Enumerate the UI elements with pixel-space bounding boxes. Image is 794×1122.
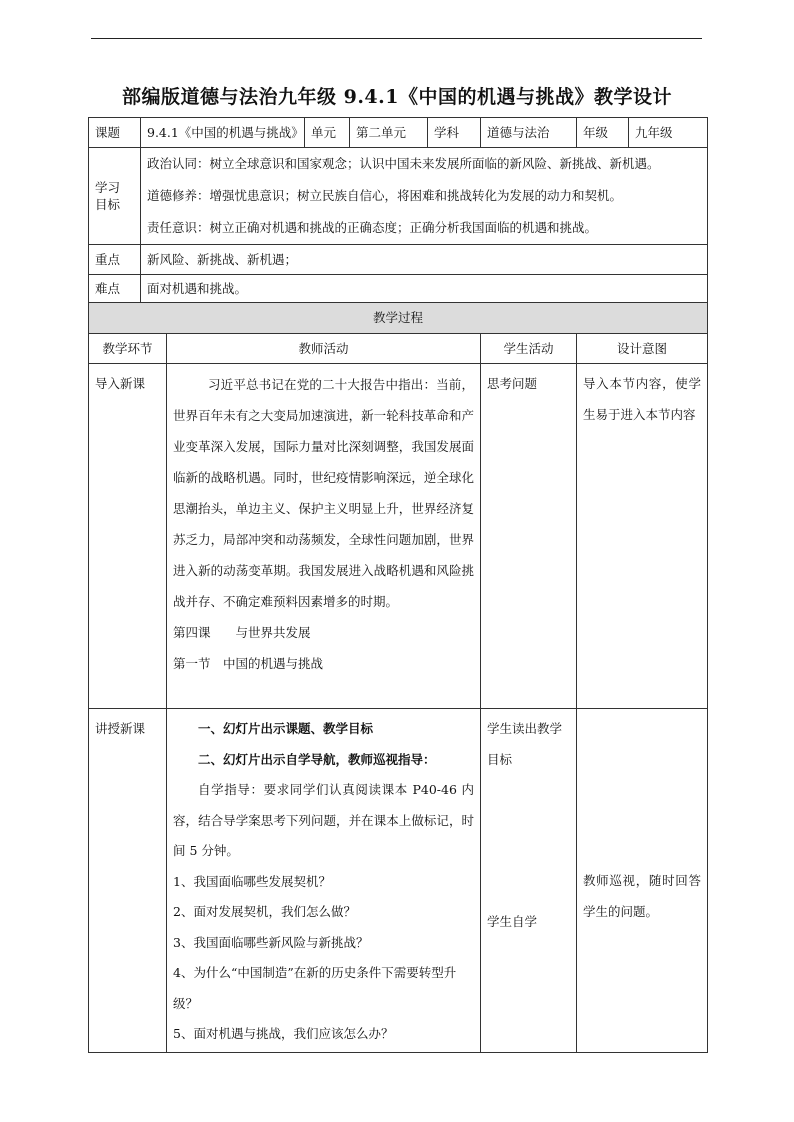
question-item: 1、我国面临哪些发展契机？ [173, 873, 331, 889]
grade-value: 九年级 [629, 118, 708, 148]
objectives-content [141, 148, 708, 245]
intro-row [89, 364, 708, 709]
objectives-label: 学习 目标 [89, 148, 141, 245]
intro-design-intent: 导入本节内容，使学生易于进入本节内容 [577, 364, 708, 709]
spacer [487, 775, 570, 907]
question-item: 3、我国面临哪些新风险与新挑战？ [173, 934, 369, 950]
question-item: 2、面对发展契机，我们怎么做？ [173, 904, 356, 919]
question-item: 5、面对机遇与挑战，我们应该怎么办？ [173, 1026, 394, 1041]
difficulty-row [89, 275, 708, 303]
lecture-teacher-activity [167, 709, 481, 1053]
column-header-student: 学生活动 [481, 334, 577, 364]
keti-label: 课题 [89, 118, 141, 148]
section-name: 第一节 中国的机遇与挑战 [173, 656, 324, 671]
subject-label: 学科 [428, 118, 481, 148]
column-header-row [89, 334, 708, 364]
spacer [583, 714, 701, 866]
difficulty-value: 面对机遇和挑战。 [141, 275, 708, 303]
intro-student-activity: 思考问题 [481, 364, 577, 709]
intro-stage: 导入新课 [89, 364, 167, 709]
column-header-intent: 设计意图 [577, 334, 708, 364]
intro-teacher-activity [167, 364, 481, 709]
step-1: 一、幻灯片出示课题、教学目标 [198, 721, 374, 736]
key-point-row [89, 245, 708, 275]
step-2: 二、幻灯片出示自学导航，教师巡视指导： [198, 751, 436, 767]
lecture-row [89, 709, 708, 1053]
keti-value: 9.4.1《中国的机遇与挑战》 [141, 118, 305, 148]
self-study-guide: 自学指导：要求同学们认真阅读课本 P40-46 内容，结合导学案思考下列问题，并在课本上做标记，时间 5 分钟。 [173, 782, 474, 858]
header-rule [91, 38, 702, 39]
unit-value: 第二单元 [350, 118, 428, 148]
difficulty-label: 难点 [89, 275, 141, 303]
unit-label: 单元 [305, 118, 350, 148]
lecture-stage: 讲授新课 [89, 709, 167, 1053]
process-heading-row [89, 303, 708, 334]
document-title: 部编版道德与法治九年级 9.4.1《中国的机遇与挑战》教学设计 [121, 86, 672, 108]
header-row [89, 118, 708, 148]
process-heading: 教学过程 [89, 303, 708, 334]
intro-paragraph: 习近平总书记在党的二十大报告中指出：当前，世界百年未有之大变局加速演进，新一轮科技革命和产业变革深入发展，国际力量对比深刻调整，我国发展面临新的战略机遇。同时，世纪疫情影响深远，逆全球化思潮抬头，单边主义、保护主义明显上升，世界经济复苏乏力，局部冲突和动荡频发，全球性问题加剧，世界进入新的动荡变革期。我国发展进入战略机遇和风险挑战并存、不确定难预料因素增多的时期。 [173, 377, 474, 609]
grade-label: 年级 [577, 118, 629, 148]
key-point-label: 重点 [89, 245, 141, 275]
lesson-name: 第四课 与世界共发展 [173, 625, 311, 640]
column-header-teacher: 教师活动 [167, 334, 481, 364]
objective-item: 道德修养：增强忧患意识；树立民族自信心，将困难和挑战转化为发展的动力和契机。 [147, 188, 623, 203]
lecture-design-intent: 教师巡视，随时回答学生的问题。 [577, 709, 708, 1053]
objective-item: 责任意识：树立正确对机遇和挑战的正确态度；正确分析我国面临的机遇和挑战。 [147, 220, 598, 235]
question-item: 4、为什么“中国制造”在新的历史条件下需要转型升级？ [173, 965, 457, 1011]
lesson-plan-table [88, 117, 708, 1053]
subject-value: 道德与法治 [481, 118, 577, 148]
objectives-row [89, 148, 708, 245]
lecture-student-activity: 学生读出教学目标 学生自学 [481, 709, 577, 1053]
column-header-stage: 教学环节 [89, 334, 167, 364]
key-point-value: 新风险、新挑战、新机遇； [141, 245, 708, 275]
objective-item: 政治认同：树立全球意识和国家观念；认识中国未来发展所面临的新风险、新挑战、新机遇。 [147, 156, 660, 171]
